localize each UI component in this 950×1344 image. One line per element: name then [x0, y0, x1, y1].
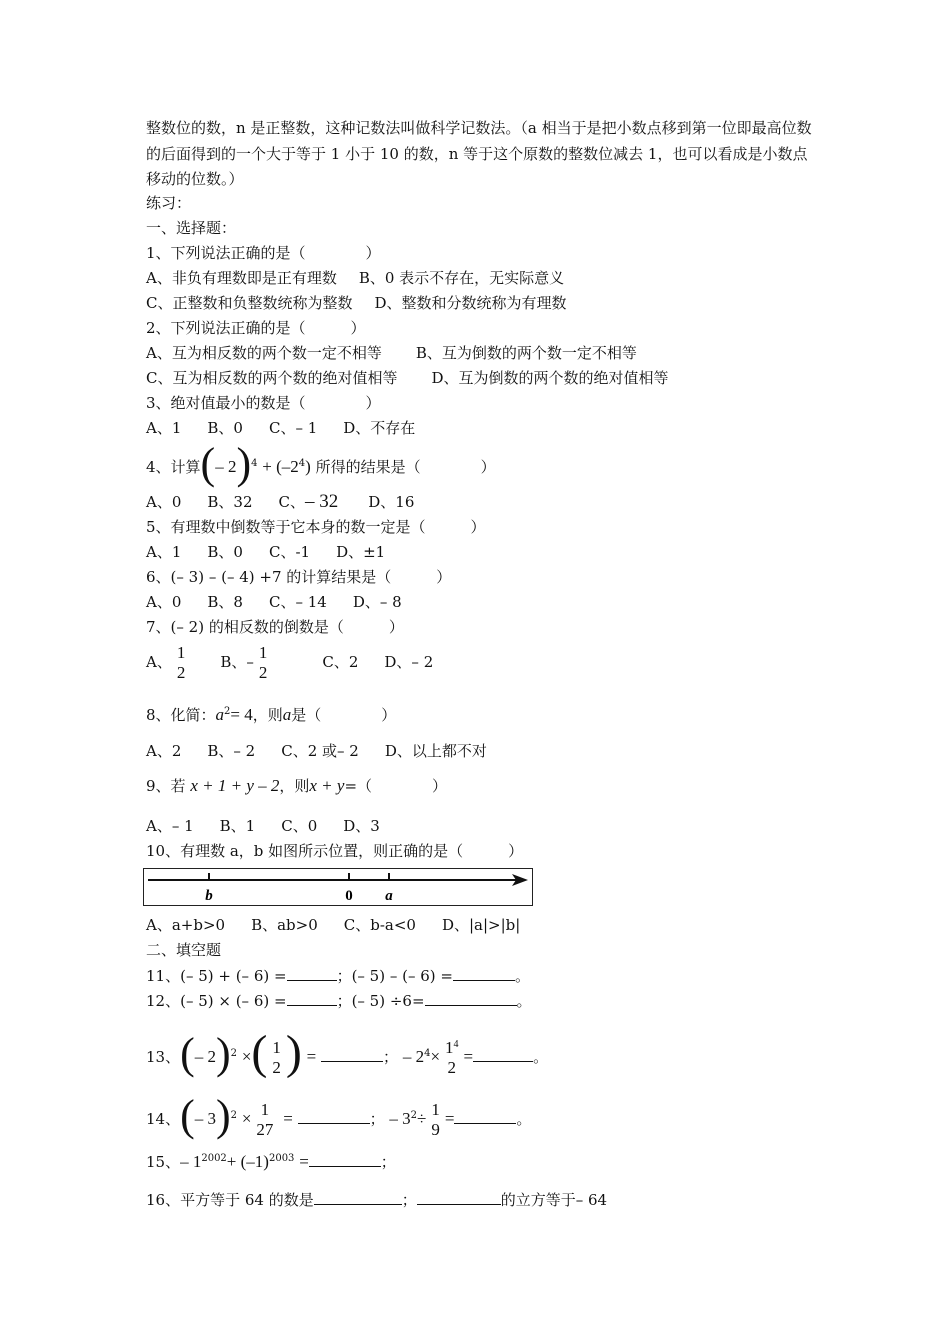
q11-blank-2[interactable] [453, 966, 515, 981]
q2-option-b[interactable]: B、互为倒数的两个数一定不相等 [415, 344, 637, 362]
q9-option-a[interactable]: A、– 1 [146, 817, 194, 835]
q8-options [146, 741, 487, 761]
q6-option-d[interactable]: D、– 8 [352, 593, 402, 611]
q14: 14、(– 3)$^2$ × 1 27 = ； – $3^2\div$ 1 9 = 。 [146, 1091, 532, 1140]
q5-stem: 5、有理数中倒数等于它本身的数一定是（ ） [146, 518, 486, 536]
q10-option-a[interactable]: A、a+b>0 [146, 916, 226, 934]
q10-stem: 10、有理数 a，b 如图所示位置，则正确的是（ ） [146, 842, 524, 860]
q8-option-c[interactable]: C、2 或– 2 [281, 742, 359, 760]
q6-stem: 6、(– 3) – (– 4) +7 的计算结果是（ ） [146, 568, 452, 586]
q3-option-d[interactable]: D、不存在 [343, 419, 416, 437]
section-fill-title: 二、填空题 [146, 941, 222, 959]
q5-option-c[interactable]: C、-1 [268, 543, 311, 561]
q13: 13、(– 2)$^2$ ×( 1 2 ) = ； – $2^4\times$ $1^4$ 2 = 。 [146, 1026, 549, 1079]
number-line [144, 869, 532, 905]
tick-zero-label: 0 [345, 888, 353, 904]
q12: 12、(– 5) × (– 6) = ；(– 5) ÷6= 。 [146, 992, 532, 1010]
q2-stem: 2、下列说法正确的是（ ） [146, 319, 366, 337]
q5-option-d[interactable]: D、±1 [336, 543, 386, 561]
q11: 11、(– 5) + (– 6) = ；(– 5) – (– 6) = 。 [146, 967, 530, 985]
q9-option-d[interactable]: D、3 [343, 817, 380, 835]
q7-option-d[interactable]: D、– 2 [384, 653, 434, 671]
q1-stem: 1、下列说法正确的是（ ） [146, 244, 381, 262]
q7-option-c[interactable]: C、2 [322, 653, 359, 671]
q1-option-c[interactable]: C、正整数和负整数统称为整数 [146, 294, 353, 312]
q8-stem: 8、化简：$a^2= 4$，则a是（ ） [146, 705, 397, 724]
q1-options-row2 [146, 293, 567, 313]
q3-option-b[interactable]: B、0 [207, 419, 243, 437]
q2-option-a[interactable]: A、互为相反数的两个数一定不相等 [146, 344, 382, 362]
q5-options [146, 542, 385, 562]
q11-blank-1[interactable] [287, 966, 337, 981]
q6-option-a[interactable]: A、0 [146, 593, 182, 611]
q5-option-a[interactable]: A、1 [146, 543, 182, 561]
q4-option-c[interactable]: C、– 32 [278, 491, 339, 512]
q9-stem: 9、若 x + 1 + y – 2，则x + y=（ ） [146, 776, 448, 795]
q2-options-row1 [146, 343, 637, 363]
q9-option-b[interactable]: B、1 [219, 817, 256, 835]
q7-option-a[interactable]: A、 1 2 [146, 643, 186, 682]
q2-option-c[interactable]: C、互为相反数的两个数的绝对值相等 [146, 369, 398, 387]
q3-stem: 3、绝对值最小的数是（ ） [146, 394, 381, 412]
number-line-figure [143, 868, 533, 906]
q12-blank-2[interactable] [425, 991, 517, 1006]
q10-option-d[interactable]: D、|a|>|b| [441, 916, 521, 934]
q16-blank-1[interactable] [314, 1190, 402, 1205]
q14-blank-1[interactable] [298, 1109, 370, 1124]
q2-options-row2 [146, 368, 669, 388]
q7-stem: 7、(– 2) 的相反数的倒数是（ ） [146, 618, 404, 636]
q16: 16、平方等于 64 的数是 ； 的立方等于– 64 [146, 1191, 608, 1209]
q1-option-b[interactable]: B、0 表示不存在，无实际意义 [358, 269, 565, 287]
tick-b-label: b [205, 888, 213, 904]
practice-label: 练习： [146, 194, 192, 212]
q1-option-d[interactable]: D、整数和分数统称为有理数 [374, 294, 567, 312]
q10-option-c[interactable]: C、b-a<0 [343, 916, 416, 934]
q9-option-c[interactable]: C、0 [281, 817, 318, 835]
q5-option-b[interactable]: B、0 [207, 543, 243, 561]
q13-blank-1[interactable] [321, 1047, 383, 1062]
q15: 15、– $1^{2002}+ (-1)^{2003}$ = ； [146, 1152, 396, 1171]
q13-blank-2[interactable] [473, 1047, 533, 1062]
q6-options [146, 592, 402, 612]
q3-option-a[interactable]: A、1 [146, 419, 182, 437]
q8-option-d[interactable]: D、以上都不对 [384, 742, 487, 760]
q10-options [146, 915, 520, 935]
q9-options [146, 816, 380, 836]
q15-blank[interactable] [309, 1152, 381, 1167]
q6-option-b[interactable]: B、8 [207, 593, 243, 611]
q4-stem: 4、计算(– $2)^4 + (-2^4)$ 所得的结果是（ ） [146, 439, 496, 488]
q6-option-c[interactable]: C、– 14 [268, 593, 327, 611]
q4-option-a[interactable]: A、0 [146, 493, 182, 511]
q4-base: – 2 [215, 457, 237, 476]
q10-option-b[interactable]: B、ab>0 [251, 916, 318, 934]
q3-options [146, 418, 415, 438]
q4-option-b[interactable]: B、32 [207, 493, 253, 511]
q14-blank-2[interactable] [454, 1109, 516, 1124]
q7-options [146, 643, 433, 683]
q4-option-d[interactable]: D、16 [368, 493, 415, 511]
q2-option-d[interactable]: D、互为倒数的两个数的绝对值相等 [431, 369, 669, 387]
q4-options [146, 492, 414, 512]
q7-option-b[interactable]: B、– 1 2 [220, 643, 268, 682]
q1-options-row1 [146, 268, 564, 288]
q8-option-b[interactable]: B、– 2 [207, 742, 256, 760]
q16-blank-2[interactable] [417, 1190, 501, 1205]
q1-option-a[interactable]: A、非负有理数即是正有理数 [146, 269, 337, 287]
section-choice-title: 一、选择题： [146, 219, 237, 237]
q3-option-c[interactable]: C、– 1 [268, 419, 318, 437]
q8-option-a[interactable]: A、2 [146, 742, 182, 760]
intro-paragraph: 整数位的数，n 是正整数，这种记数法叫做科学记数法。（a 相当于是把小数点移到第一位即最高位数的后面得到的一个大于等于 1 小于 10 的数，n 等于这个原数的整数位减去 1，也可以看成是小数点移动的位数。） [146, 119, 812, 188]
tick-a-label: a [385, 888, 393, 904]
q12-blank-1[interactable] [287, 991, 337, 1006]
